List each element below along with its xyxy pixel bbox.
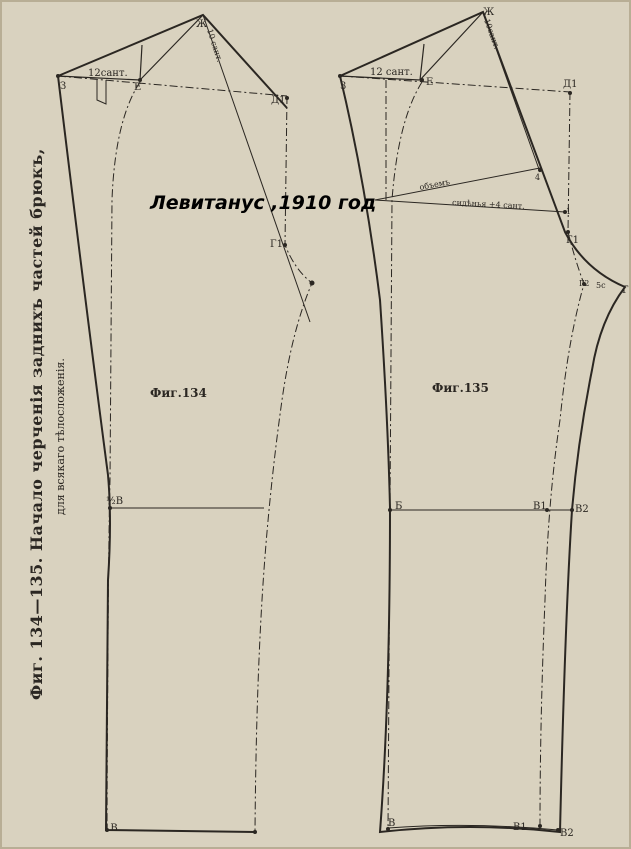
fig135-label-b: Б [395,501,403,512]
fig135-label-v1: В1 [513,822,527,833]
fig135-label-g2: Г2 [579,279,590,288]
side-caption-title: Фиг. 134—135. Начало черченія заднихъ частей брюкъ, [27,148,46,700]
fig134-label-g1: Г1 [270,239,283,250]
fig134-point-d1 [285,96,289,100]
fig135-label-seat: сидѣнья +4 сант. [451,198,526,211]
fig135-point-g1 [566,230,570,234]
plate-border [1,1,630,848]
fig135-volume-line [375,168,540,200]
fig135-point-d1 [568,91,572,95]
fig134-label-measure: 12сант. [88,68,128,79]
fig135-label-g1: Г1 [566,235,579,246]
fig135-label-measure: 12 сант. [370,67,413,78]
fig134-point-g1 [283,243,287,247]
fig134-title: Фиг.134 [150,386,207,400]
fig135-top-horizontal [340,76,570,92]
fig135-label-e: Е [426,77,434,88]
watermark-text: Левитанус ,1910 год [150,192,377,214]
fig135-label-d1: Д1 [563,79,578,90]
fig134-point-z [56,74,60,78]
fig135-point-four [538,168,542,172]
fig134-label-d1: Д1 [271,95,286,106]
fig135-label-v: В [388,818,396,829]
fig135-label-zh: Ж [483,7,495,18]
fig134-point-g [310,281,315,286]
fig135-label-five-c: 5с [596,281,606,290]
figure-135 [338,7,629,839]
fig134-point-bottom-right [253,830,257,834]
fig135-label-volume: объемъ [418,177,451,192]
fig135-point-z [338,74,342,78]
fig134-notch [97,80,106,104]
fig134-label-half-b: ½В [106,496,124,507]
fig135-title: Фиг.135 [432,381,489,395]
fig135-outline [340,12,625,832]
fig135-point-b [388,508,392,512]
side-caption [27,148,67,700]
side-caption-subtitle: для всякаго тѣлосложенія. [54,358,67,515]
fig134-inner-seam [107,82,140,830]
fig134-label-z: З [60,81,67,92]
fig135-label-z: З [340,81,347,92]
fig135-label-v2: В2 [560,828,574,839]
fig135-point-b2 [570,508,574,512]
fig134-top-horizontal [58,76,287,96]
fig135-label-four: 4 [535,173,541,182]
fig135-label-g: Г [622,285,629,296]
fig135-label-b1: В1 [533,501,547,512]
fig134-label-one-b: 1В [104,823,118,834]
fig135-point-e [420,78,424,82]
figure-134 [56,15,315,834]
fig135-label-b2: В2 [575,504,589,515]
fig134-label-e: Е [134,82,142,93]
fig134-label-zh-measure: 10 сант. [205,27,225,64]
fig134-label-zh: Ж [196,19,208,30]
fig135-point-v1 [538,824,542,828]
fig135-label-zh-measure: 10сант. [482,17,502,51]
fig135-label-one: 1 [566,207,572,216]
fig134-outline [58,15,287,832]
